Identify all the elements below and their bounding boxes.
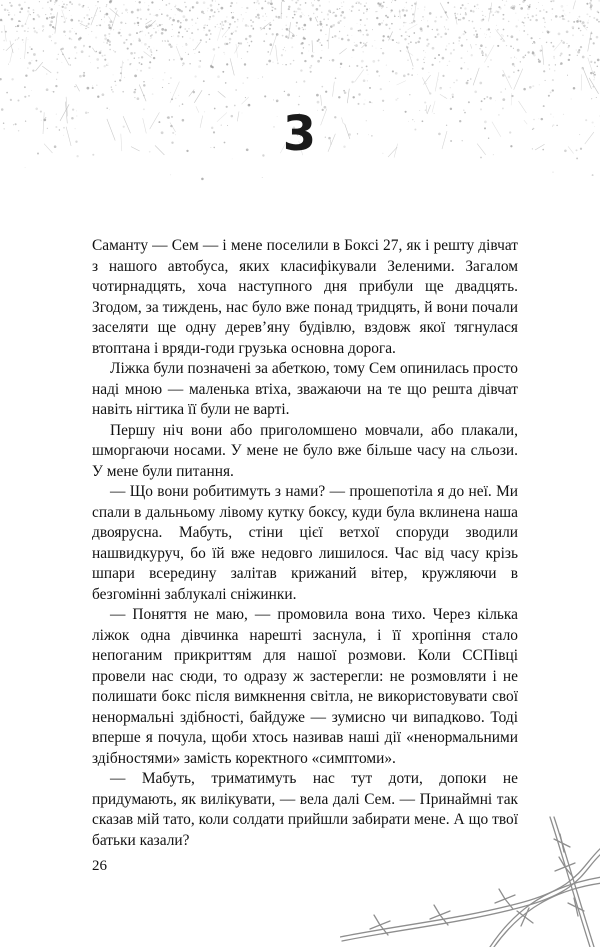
paragraph: Ліжка були позначені за абеткою, тому Сем опинилась просто наді мною — маленька втіха, зважаючи на те що решта дівчат навіть нігтика її були не варті. xyxy=(92,360,518,418)
barbed-wire-illustration xyxy=(340,807,600,947)
paragraph: — Поняття не маю, — промовила вона тихо. Через кілька ліжок одна дівчинка нарешті заснула, і її хропіння стало непоганим прикриттям для нашої розмови. Коли ССПівці провели нас сюди, то одразу ж застерегли: не розмовляти і не полишати бокс після вимкнення світла, не використовувати свої ненормальні здібності, байдуже — зумисно чи випадково. Тоді вперше я почула, щоби хтось називав наші дії «ненормальними здібностями» замість коректного «симптоми». xyxy=(92,606,518,767)
paragraph: Першу ніч вони або приголомшено мовчали, або плакали, шморгаючи носами. У мене не було вже більше часу на сльози. У мене були питання. xyxy=(92,421,518,480)
page-number: 26 xyxy=(92,858,107,874)
chapter-number: 3 xyxy=(282,106,318,162)
paragraph: Саманту — Сем — і мене поселили в Боксі 27, як і решту дівчат з нашого автобуса, яких класифікували Зеленими. Загалом чотирнадцять, хоча наступного дня прибули ще двадцять. Згодом, за тиждень, нас було вже понад тридцять, й вони почали заселяти ще одну дерев’яну будівлю, вздовж якої тягнулася втоптана і вряди-годи грузька основна дорога. xyxy=(92,237,518,357)
paragraph: — Мабуть, триматимуть нас тут доти, допоки не придумають, як вилікувати, — вела далі Сем. — Принаймні так сказав мій тато, коли солдати прийшли забирати мене. А що твої батьки казали? xyxy=(92,770,518,849)
chapter-body xyxy=(92,236,518,851)
grunge-texture-decoration xyxy=(0,0,600,200)
paragraph: — Що вони робитимуть з нами? — прошепотіла я до неї. Ми спали в дальньому лівому кутку боксу, куди була вклинена наша двоярусна. Мабуть, стіни цієї ветхої споруди зводили нашвидкуруч, бо їй вже недовго лишилося. Час від часу крізь шпари всередину залітав крижаний вітер, кружляючи в безгомінні заблукалі сніжинки. xyxy=(92,483,518,603)
